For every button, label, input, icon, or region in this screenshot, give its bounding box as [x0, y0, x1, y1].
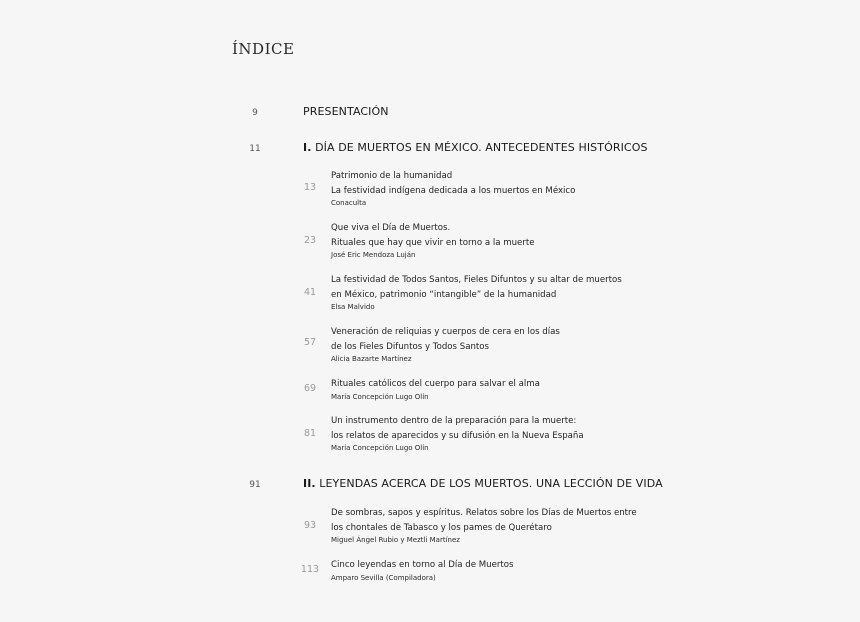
page-number: 41 — [303, 287, 317, 298]
toc-presentation[interactable] — [0, 105, 860, 125]
entry-title-line: Cinco leyendas en torno al Día de Muertos — [331, 560, 514, 570]
page-number: 91 — [249, 480, 261, 490]
page-number: 23 — [303, 235, 317, 246]
entry-author: Alicia Bazarte Martínez — [331, 355, 412, 363]
page-number: 13 — [303, 182, 317, 193]
entry-title-line: La festividad indígena dedicada a los muertos en México — [331, 185, 576, 196]
entry-title-line: los chontales de Tabasco y los pames de Querétaro — [331, 522, 552, 533]
page-title: ÍNDICE — [232, 40, 295, 58]
section-title — [303, 477, 663, 490]
page-number: 57 — [303, 337, 317, 348]
section-title — [303, 141, 648, 154]
page-number: 11 — [249, 144, 261, 154]
entry-title-line: La festividad de Todos Santos, Fieles Difuntos y su altar de muertos — [331, 275, 622, 285]
page-number: 113 — [300, 564, 320, 575]
entry-title-line: Veneración de reliquias y cuerpos de cera en los días — [331, 327, 560, 337]
entry-author: Elsa Malvido — [331, 303, 375, 311]
entry-title-line: Rituales que hay que vivir en torno a la muerte — [331, 237, 535, 248]
entry-title-line: Rituales católicos del cuerpo para salvar el alma — [331, 379, 540, 389]
entry-title-line: Que viva el Día de Muertos. — [331, 223, 451, 233]
entry-author: Miguel Ángel Rubio y Meztli Martínez — [331, 536, 460, 544]
entry-author: María Concepción Lugo Olín — [331, 392, 429, 401]
entry-title-line: De sombras, sapos y espíritus. Relatos sobre los Días de Muertos entre — [331, 508, 637, 518]
entry-title-line: Patrimonio de la humanidad — [331, 171, 453, 181]
entry-author: Conaculta — [331, 199, 367, 207]
page-number: 69 — [303, 383, 317, 394]
toc-section-2[interactable] — [0, 477, 860, 497]
entry-title-line: los relatos de aparecidos y su difusión en la Nueva España — [331, 430, 584, 441]
entry-title-line: Un instrumento dentro de la preparación para la muerte: — [331, 416, 577, 426]
toc-section-1[interactable] — [0, 141, 860, 161]
section-title-text: DÍA DE MUERTOS EN MÉXICO. ANTECEDENTES HISTÓRICOS — [311, 141, 648, 154]
entry-author: José Eric Mendoza Luján — [331, 251, 416, 259]
roman-numeral: I. — [303, 141, 312, 154]
section-title-text: LEYENDAS ACERCA DE LOS MUERTOS. UNA LECCIÓN DE VIDA — [315, 477, 663, 490]
page-number: 93 — [303, 520, 317, 531]
section-title: PRESENTACIÓN — [303, 105, 389, 118]
entry-title-line: en México, patrimonio “intangible” de la humanidad — [331, 289, 557, 300]
entry-title-line: de los Fieles Difuntos y Todos Santos — [331, 341, 490, 352]
entry-author: María Concepción Lugo Olín — [331, 444, 429, 452]
page-number: 9 — [252, 108, 258, 118]
entry-author: Amparo Sevilla (Compiladora) — [331, 573, 436, 582]
roman-numeral: II. — [303, 477, 316, 490]
page-number: 81 — [303, 428, 317, 439]
